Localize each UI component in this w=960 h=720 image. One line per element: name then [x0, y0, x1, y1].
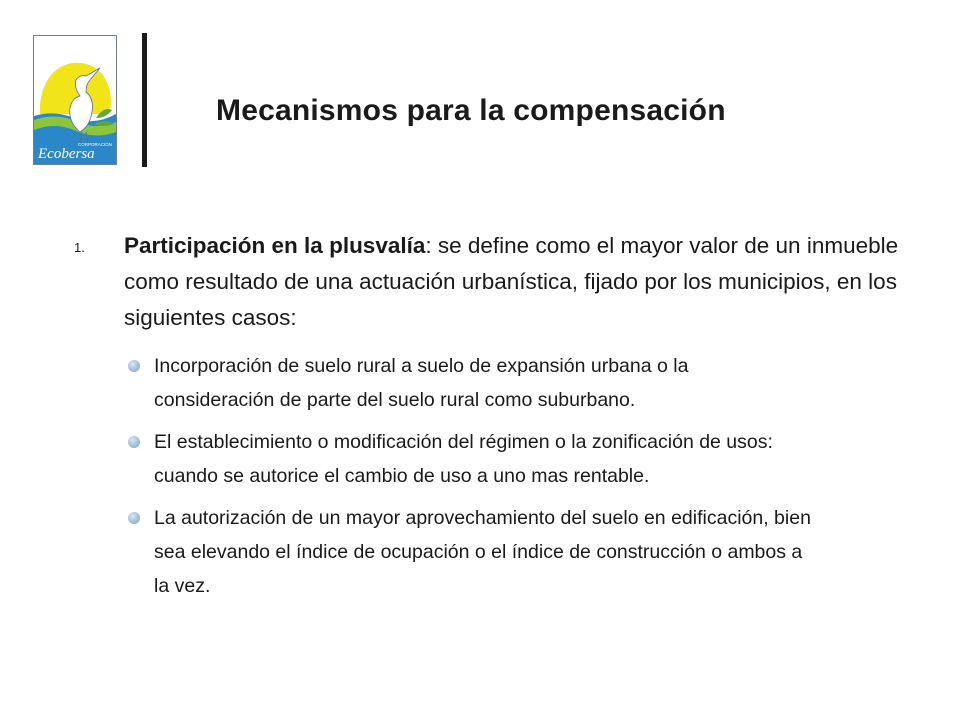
ecoversa-logo [33, 35, 117, 165]
item-number: 1. [74, 240, 85, 255]
item-heading: Participación en la plusvalía [124, 233, 426, 258]
item-text: : se define como el mayor valor de un inmueble como resultado de una actuación urbanística, fijado por los municipios, en los siguientes casos: [124, 233, 899, 330]
bullet-text: La autorización de un mayor aprovechamiento del suelo en edificación, bien sea elevando el índice de ocupación o el índice de construcción o ambos a la vez. [154, 507, 811, 597]
bullet-item [128, 501, 814, 603]
slide-title: Mecanismos para la compensación [216, 94, 726, 127]
logo-small-text: CORPORACIÓN [78, 142, 113, 147]
logo-brand-text: Ecobersa [38, 146, 95, 162]
slide-content [70, 228, 900, 611]
bullet-item [128, 349, 814, 417]
numbered-item [70, 228, 900, 336]
bullet-item [128, 425, 814, 493]
bullet-dot-icon [128, 436, 140, 448]
heron-logo-icon [34, 36, 116, 164]
bullet-dot-icon [128, 360, 140, 372]
title-divider [142, 33, 147, 167]
bullet-list [70, 349, 900, 603]
bullet-dot-icon [128, 512, 140, 524]
bullet-text: El establecimiento o modificación del régimen o la zonificación de usos: cuando se autorice el cambio de uso a uno mas rentable. [154, 431, 773, 487]
bullet-text: Incorporación de suelo rural a suelo de expansión urbana o la consideración de parte del suelo rural como suburbano. [154, 355, 689, 411]
